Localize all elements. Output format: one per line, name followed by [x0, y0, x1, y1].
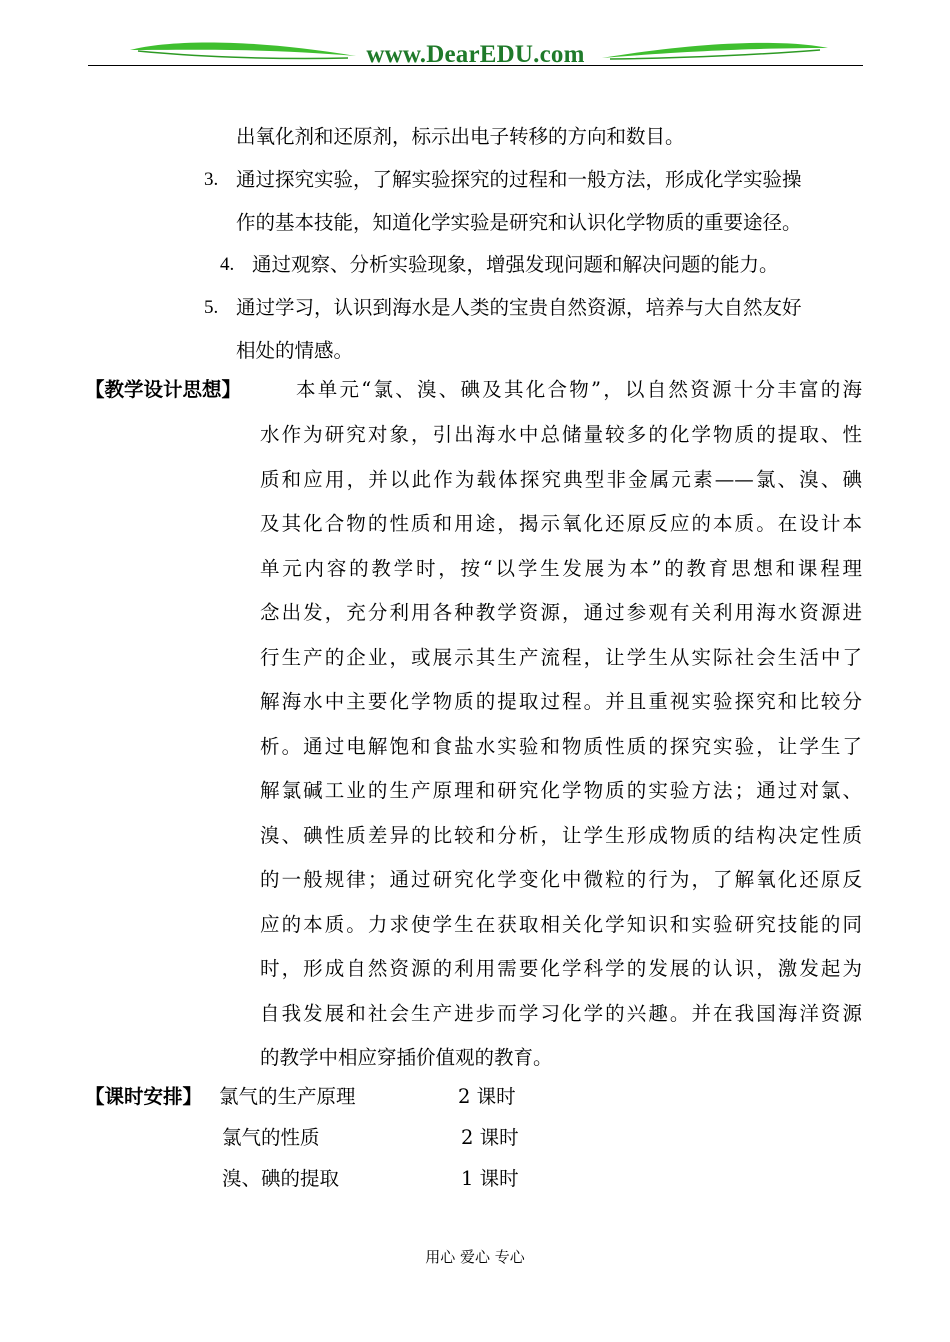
schedule-topic: 氯气的生产原理: [219, 1085, 356, 1108]
design-line: 及其化合物的性质和用途，揭示氧化还原反应的本质。在设计本: [260, 512, 862, 535]
schedule-hours: 1 课时: [461, 1167, 519, 1190]
page-footer: 用心 爱心 专心: [425, 1248, 525, 1266]
design-line: 解海水中主要化学物质的提取过程。并且重视实验探究和比较分: [260, 690, 862, 713]
design-line: 念出发，充分利用各种教学资源，通过参观有关利用海水资源进: [260, 601, 862, 624]
design-line: 析。通过电解饱和食盐水实验和物质性质的探究实验，让学生了: [260, 734, 862, 758]
objective-continuation: 出氧化剂和还原剂，标示出电子转移的方向和数目。: [236, 125, 685, 148]
design-line: 应的本质。力求使学生在获取相关化学知识和实验研究技能的同: [260, 912, 862, 936]
design-first-line: 本单元“氯、溴、碘及其化合物”，以自然资源十分丰富的海: [296, 378, 862, 401]
objective-number: 5.: [204, 297, 219, 318]
design-line: 的教学中相应穿插价值观的教育。: [260, 1046, 553, 1069]
objective-text: 相处的情感。: [236, 339, 354, 362]
design-line: 的一般规律；通过研究化学变化中微粒的行为，了解氧化还原反: [260, 868, 862, 891]
design-line: 行生产的企业，或展示其生产流程，让学生从实际社会生活中了: [260, 645, 862, 669]
objective-text: 通过观察、分析实验现象，增强发现问题和解决问题的能力。: [252, 253, 779, 276]
schedule-topic: 溴、碘的提取: [222, 1167, 340, 1190]
objective-number: 4.: [220, 254, 235, 275]
design-line: 溴、碘性质差异的比较和分析，让学生形成物质的结构决定性质: [260, 823, 862, 847]
right-leaf-swoosh-icon: [600, 38, 830, 64]
schedule-hours: 2 课时: [461, 1126, 519, 1149]
design-line: 质和应用，并以此作为载体探究典型非金属元素——氯、溴、碘: [260, 467, 862, 491]
schedule-topic: 氯气的性质: [222, 1126, 320, 1149]
left-leaf-swoosh-icon: [128, 38, 358, 64]
objective-text: 通过学习，认识到海水是人类的宝贵自然资源，培养与大自然友好: [236, 296, 802, 319]
header-rule: [88, 65, 863, 66]
objective-text: 通过探究实验，了解实验探究的过程和一般方法，形成化学实验操: [236, 168, 802, 191]
schedule-hours: 2 课时: [458, 1085, 516, 1108]
design-line: 单元内容的教学时，按“以学生发展为本”的教育思想和课程理: [260, 556, 862, 580]
design-section-label: 【教学设计思想】: [85, 378, 242, 401]
objective-text: 作的基本技能，知道化学实验是研究和认识化学物质的重要途径。: [236, 211, 802, 234]
objective-number: 3.: [204, 169, 219, 190]
design-line: 水作为研究对象，引出海水中总储量较多的化学物质的提取、性: [260, 423, 862, 446]
site-title: www.DearEDU.com: [366, 41, 585, 68]
page-header: [0, 0, 950, 80]
design-line: 解氯碱工业的生产原理和研究化学物质的实验方法；通过对氯、: [260, 779, 862, 802]
design-line: 自我发展和社会生产进步而学习化学的兴趣。并在我国海洋资源: [260, 1001, 862, 1025]
schedule-section-label: 【课时安排】: [85, 1085, 203, 1108]
design-line: 时，形成自然资源的利用需要化学科学的发展的认识，激发起为: [260, 957, 862, 980]
